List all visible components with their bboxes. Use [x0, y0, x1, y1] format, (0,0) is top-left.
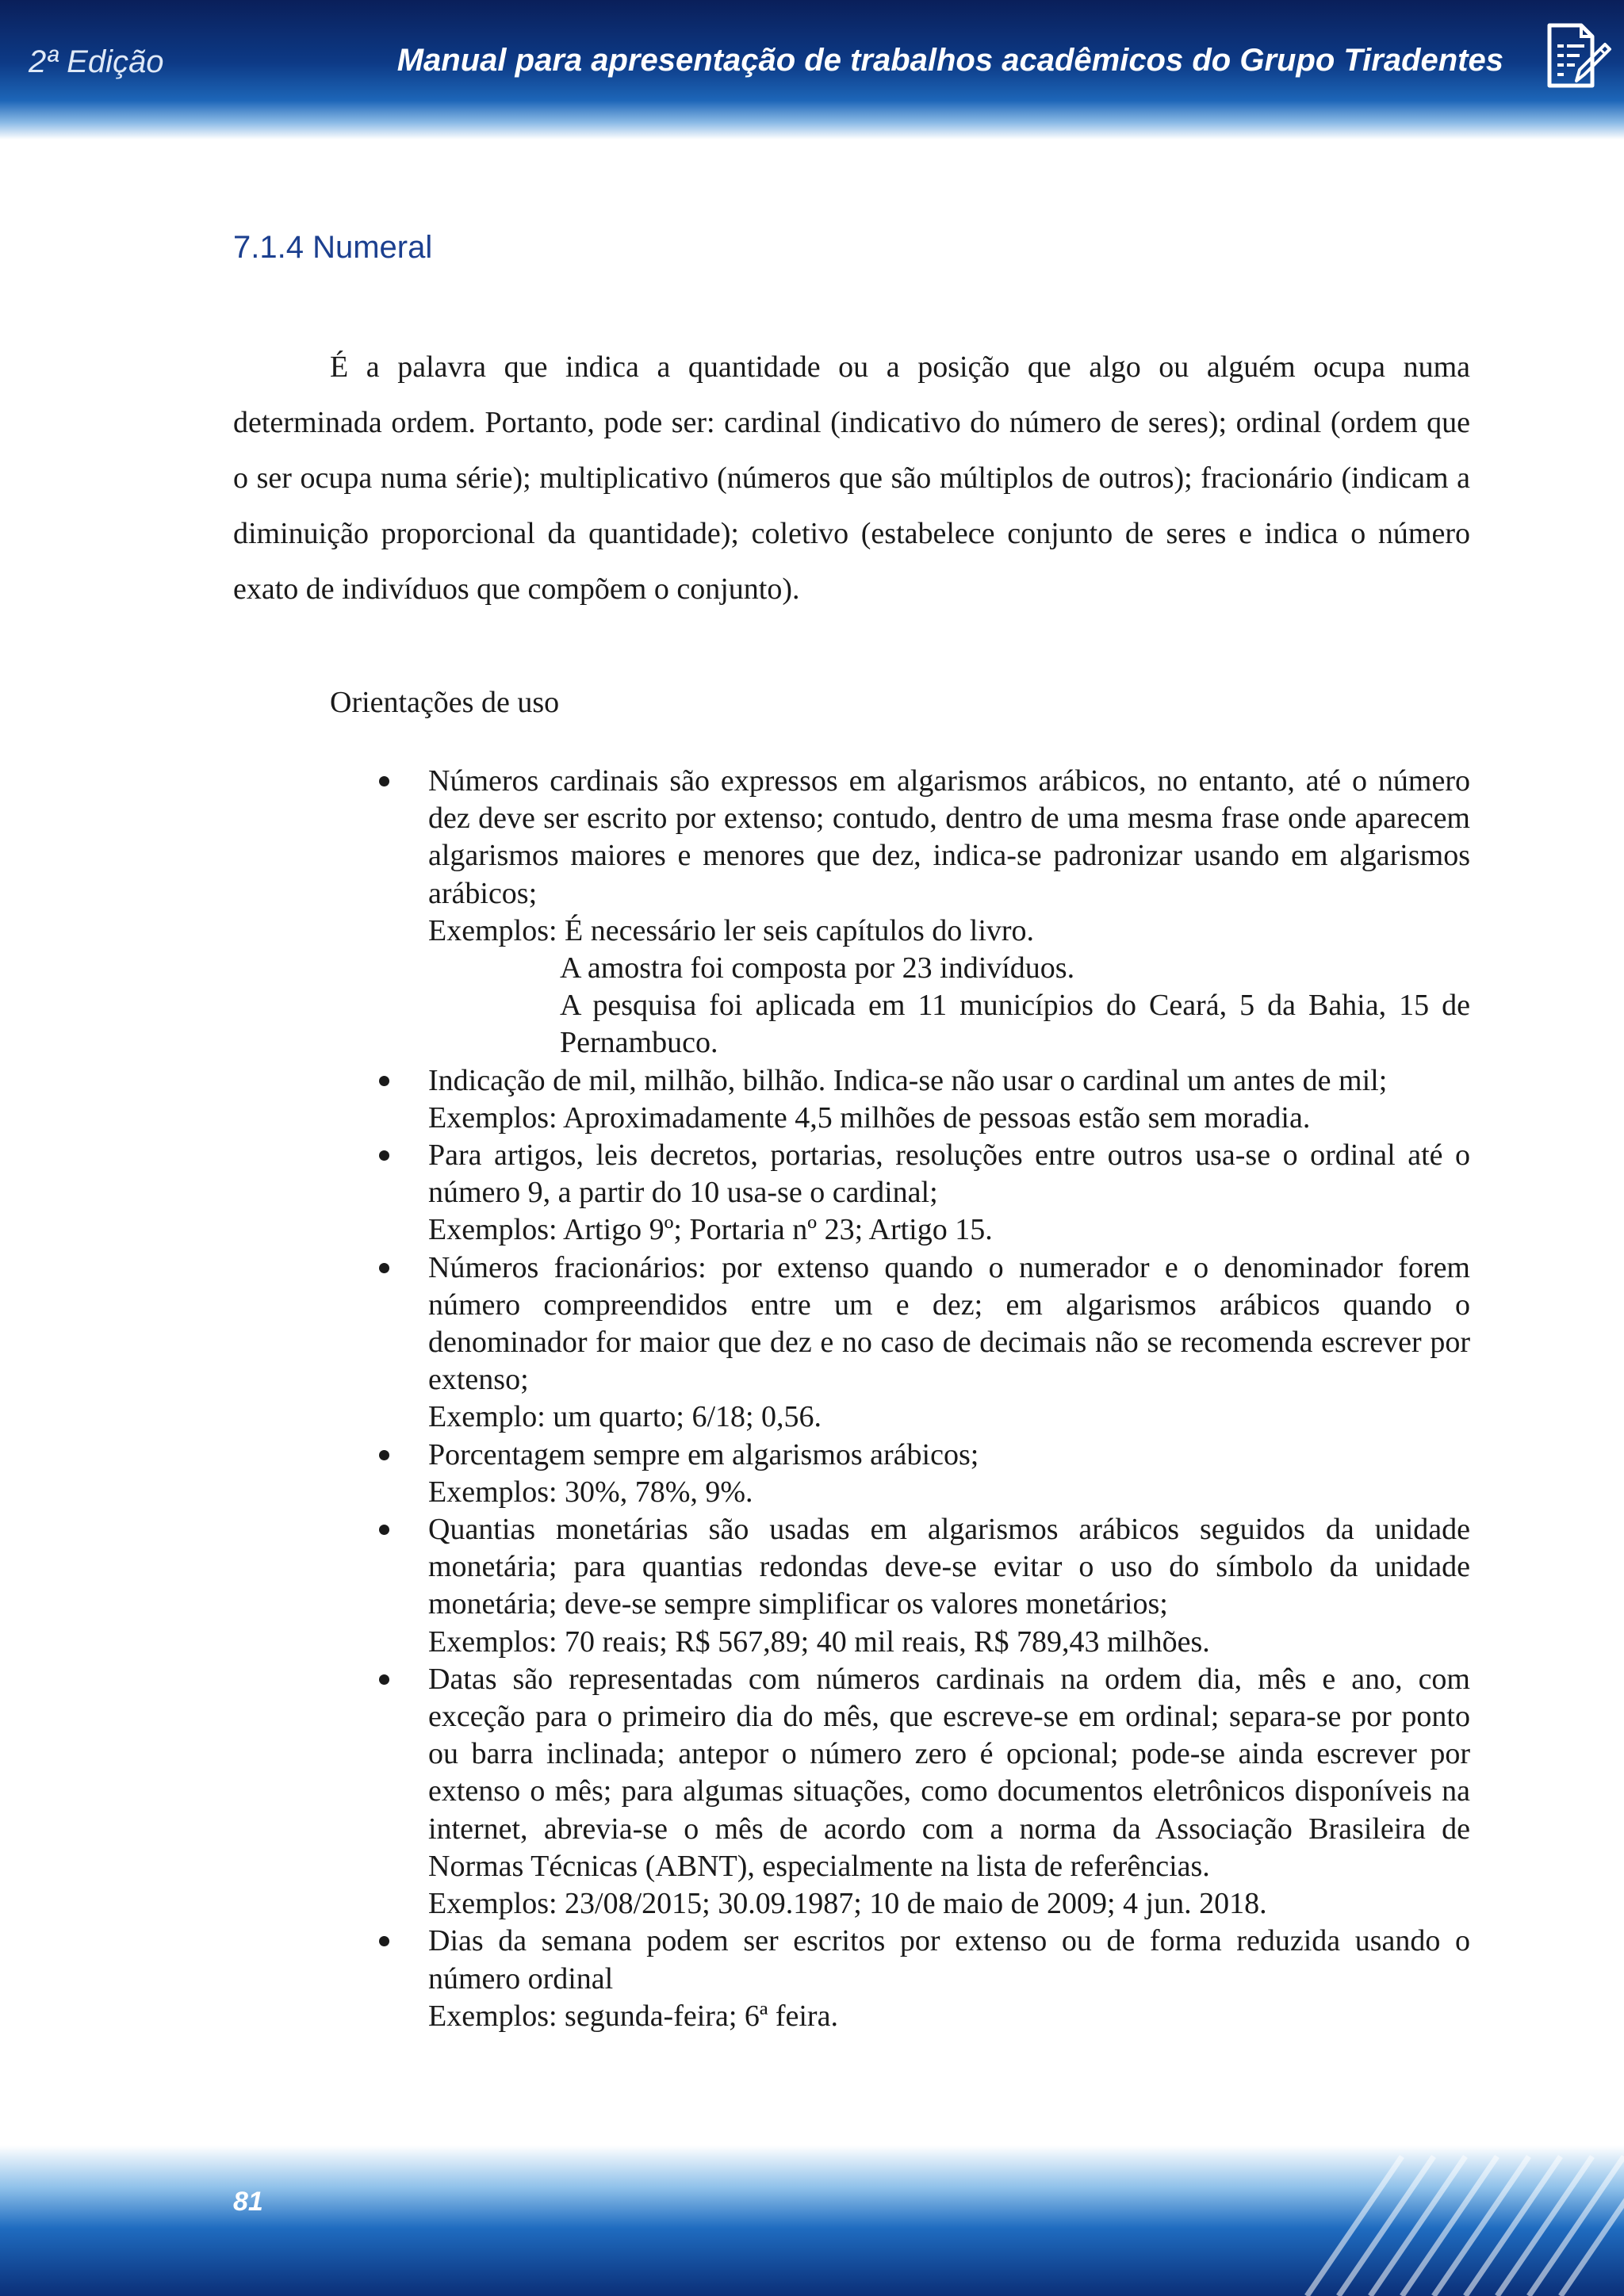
guideline-example: A pesquisa foi aplicada em 11 municípios do Ceará, 5 da Bahia, 15 de Pernambuco.: [560, 989, 1470, 1060]
bullet-icon: [379, 1076, 389, 1086]
usage-subheading: Orientações de uso: [330, 686, 560, 719]
document-edit-icon: [1540, 19, 1613, 92]
guideline-example: Exemplos: Aproximadamente 4,5 milhões de pessoas estão sem moradia.: [428, 1100, 1311, 1135]
bullet-icon: [379, 1674, 389, 1685]
list-item: [330, 1661, 1470, 1923]
bullet-icon: [379, 1150, 389, 1161]
manual-title: Manual para apresentação de trabalhos acadêmicos do Grupo Tiradentes: [396, 43, 1503, 78]
guidelines-list: [330, 763, 1470, 2035]
list-item: [330, 1511, 1470, 1661]
list-item: [330, 1062, 1470, 1137]
guideline-example: Exemplos: 70 reais; R$ 567,89; 40 mil reais, R$ 789,43 milhões.: [428, 1624, 1210, 1659]
guideline-text: Porcentagem sempre em algarismos arábicos;: [428, 1437, 979, 1471]
guideline-example: Exemplos: É necessário ler seis capítulos do livro.: [428, 913, 1035, 947]
guideline-example: Exemplos: 23/08/2015; 30.09.1987; 10 de maio de 2009; 4 jun. 2018.: [428, 1887, 1267, 1921]
guideline-text: Datas são representadas com números cardinais na ordem dia, mês e ano, com exceção para o primeiro dia do mês, que escreve-se em ordinal; separa-se por ponto ou barra inclinada; antepor o número zero é opcional; pode-se ainda escrever por extenso o mês; para algumas situações, como documentos eletrônicos disponíveis na internet, abrevia-se o mês de acordo com a norma da Associação Brasileira de Normas Técnicas (ABNT), especialmente na lista de referências.: [428, 1662, 1470, 1883]
bullet-icon: [379, 1450, 389, 1460]
edition-label: 2ª Edição: [29, 44, 164, 79]
bullet-icon: [379, 1936, 389, 1946]
intro-paragraph: É a palavra que indica a quantidade ou a posição que algo ou alguém ocupa numa determinada ordem. Portanto, pode ser: cardinal (indicativo do número de seres); ordinal (ordem que o ser ocupa numa série); multiplicativo (números que são múltiplos de outros); fracionário (indicam a diminuição proporcional da quantidade); coletivo (estabelece conjunto de seres e indica o número exato de indivíduos que compõem o conjunto).: [233, 350, 1470, 606]
section-heading: 7.1.4 Numeral: [233, 230, 433, 265]
guideline-text: Indicação de mil, milhão, bilhão. Indica-se não usar o cardinal um antes de mil;: [428, 1063, 1388, 1097]
guideline-text: Para artigos, leis decretos, portarias, resoluções entre outros usa-se o ordinal até o número 9, a partir do 10 usa-se o cardinal;: [428, 1138, 1470, 1210]
list-item: [330, 1249, 1470, 1437]
guideline-example: Exemplo: um quarto; 6/18; 0,56.: [428, 1400, 822, 1434]
list-item: [330, 1137, 1470, 1249]
guideline-example: A amostra foi composta por 23 indivíduos.: [560, 951, 1075, 985]
list-item: [330, 1437, 1470, 1511]
bullet-icon: [379, 776, 389, 786]
decorative-stripes: [1275, 2141, 1624, 2296]
bullet-icon: [379, 1263, 389, 1273]
guideline-example: Exemplos: 30%, 78%, 9%.: [428, 1475, 753, 1509]
list-item: [330, 1923, 1470, 2035]
guideline-text: Dias da semana podem ser escritos por extenso ou de forma reduzida usando o número ordinal: [428, 1924, 1470, 1996]
guideline-example: Exemplos: Artigo 9º; Portaria nº 23; Artigo 15.: [428, 1213, 993, 1247]
bullet-icon: [379, 1525, 389, 1535]
list-item: [330, 763, 1470, 1062]
guideline-text: Números fracionários: por extenso quando o numerador e o denominador forem número compreendidos entre um e dez; em algarismos arábicos quando o denominador for maior que dez e no caso de decimais não se recomenda escrever por extenso;: [428, 1250, 1470, 1397]
guideline-text: Números cardinais são expressos em algarismos arábicos, no entanto, até o número dez deve ser escrito por extenso; contudo, dentro de uma mesma frase onde aparecem algarismos maiores e menores que dez, indica-se padronizar usando em algarismos arábicos;: [428, 764, 1470, 910]
guideline-text: Quantias monetárias são usadas em algarismos arábicos seguidos da unidade monetária; para quantias redondas deve-se evitar o uso do símbolo da unidade monetária; deve-se sempre simplificar os valores monetários;: [428, 1513, 1470, 1621]
page-number: 81: [233, 2187, 263, 2217]
guideline-example: Exemplos: segunda-feira; 6ª feira.: [428, 1999, 838, 2033]
